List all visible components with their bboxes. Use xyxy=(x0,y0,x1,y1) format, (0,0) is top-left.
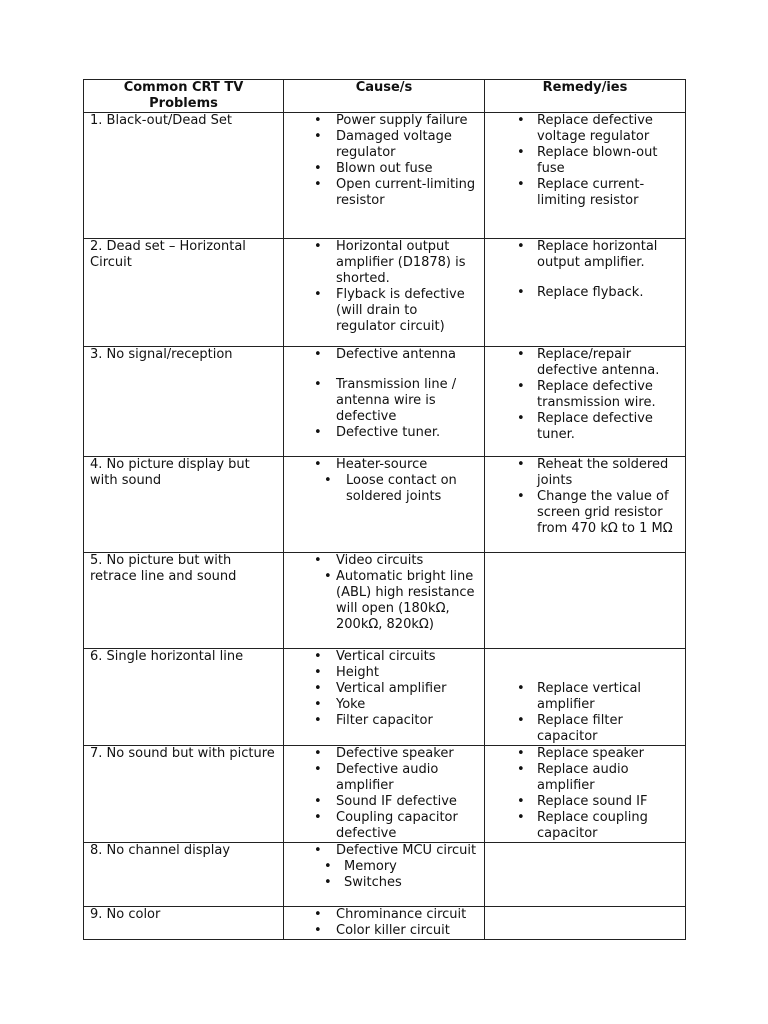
remedy-list xyxy=(491,113,681,209)
causes-cell xyxy=(284,553,485,649)
causes-cell xyxy=(284,239,485,347)
header-problems: Common CRT TV Problems xyxy=(84,80,284,113)
list-item: • Replace audio amplifier xyxy=(491,762,681,794)
list-item: • Defective MCU circuit xyxy=(290,843,480,859)
remedy-list xyxy=(491,239,681,301)
cause-list xyxy=(290,239,480,335)
list-item: • Change the value of screen grid resistor from 470 kΩ to 1 MΩ xyxy=(491,489,681,537)
remedies-cell xyxy=(485,746,686,843)
remedies-cell xyxy=(485,113,686,239)
list-item: • Replace horizontal output amplifier. xyxy=(491,239,681,271)
problem-cell: 8. No channel display xyxy=(84,843,284,907)
list-item: • Video circuits xyxy=(290,553,480,569)
list-item: • Chrominance circuit xyxy=(290,907,480,923)
remedies-cell xyxy=(485,553,686,649)
list-item: • Coupling capacitor defective xyxy=(290,810,480,842)
list-item: • Defective speaker xyxy=(290,746,480,762)
cause-list xyxy=(290,843,480,891)
list-item: • Automatic bright line (ABL) high resistance will open (180kΩ, 200kΩ, 820kΩ) xyxy=(290,569,480,633)
list-item: • Replace sound IF xyxy=(491,794,681,810)
list-item: • Replace speaker xyxy=(491,746,681,762)
list-item: • Replace coupling capacitor xyxy=(491,810,681,842)
list-item: • Replace vertical amplifier xyxy=(491,681,681,713)
list-item: • Replace flyback. xyxy=(491,285,681,301)
problem-cell: 9. No color xyxy=(84,907,284,940)
list-item: • Replace current-limiting resistor xyxy=(491,177,681,209)
causes-cell xyxy=(284,347,485,457)
table-row xyxy=(84,457,686,553)
list-item: • Color killer circuit xyxy=(290,923,480,939)
list-item: • Vertical circuits xyxy=(290,649,480,665)
list-item: • Filter capacitor xyxy=(290,713,480,729)
table-row xyxy=(84,239,686,347)
crt-tv-problems-table xyxy=(83,79,686,940)
causes-cell xyxy=(284,457,485,553)
header-remedies: Remedy/ies xyxy=(485,80,686,113)
problem-cell: 5. No picture but with retrace line and sound xyxy=(84,553,284,649)
remedies-cell xyxy=(485,843,686,907)
list-item: • Transmission line / antenna wire is defective xyxy=(290,377,480,425)
list-item: • Replace/repair defective antenna. xyxy=(491,347,681,379)
list-item: • Reheat the soldered joints xyxy=(491,457,681,489)
list-item: • Vertical amplifier xyxy=(290,681,480,697)
table-row xyxy=(84,649,686,746)
table-row xyxy=(84,347,686,457)
header-causes: Cause/s xyxy=(284,80,485,113)
causes-cell xyxy=(284,649,485,746)
cause-list xyxy=(290,907,480,939)
list-item: • Heater-source xyxy=(290,457,480,473)
remedy-list xyxy=(491,457,681,537)
cause-list xyxy=(290,649,480,729)
problem-cell: 4. No picture display but with sound xyxy=(84,457,284,553)
table-row xyxy=(84,553,686,649)
list-item: • Memory xyxy=(290,859,480,875)
list-item: • Replace defective tuner. xyxy=(491,411,681,443)
cause-list xyxy=(290,457,480,505)
list-item: • Power supply failure xyxy=(290,113,480,129)
problem-cell: 7. No sound but with picture xyxy=(84,746,284,843)
list-item: • Flyback is defective (will drain to regulator circuit) xyxy=(290,287,480,335)
list-item: • Blown out fuse xyxy=(290,161,480,177)
causes-cell xyxy=(284,746,485,843)
cause-list xyxy=(290,553,480,633)
list-item: • Replace defective voltage regulator xyxy=(491,113,681,145)
causes-cell xyxy=(284,907,485,940)
list-item: • Switches xyxy=(290,875,480,891)
list-item: • Sound IF defective xyxy=(290,794,480,810)
list-item: • Open current-limiting resistor xyxy=(290,177,480,209)
cause-list xyxy=(290,113,480,209)
cause-list xyxy=(290,347,480,441)
remedy-list xyxy=(491,746,681,842)
list-item: • Horizontal output amplifier (D1878) is shorted. xyxy=(290,239,480,287)
table-row xyxy=(84,113,686,239)
problem-cell: 1. Black-out/Dead Set xyxy=(84,113,284,239)
causes-cell xyxy=(284,843,485,907)
list-item: • Defective audio amplifier xyxy=(290,762,480,794)
table-row xyxy=(84,907,686,940)
remedies-cell xyxy=(485,907,686,940)
list-item: • Replace blown-out fuse xyxy=(491,145,681,177)
list-item: • Height xyxy=(290,665,480,681)
list-item: • Replace filter capacitor xyxy=(491,713,681,745)
list-item: • Defective tuner. xyxy=(290,425,480,441)
list-item: • Damaged voltage regulator xyxy=(290,129,480,161)
header-row xyxy=(84,80,686,113)
list-item: • Replace defective transmission wire. xyxy=(491,379,681,411)
cause-list xyxy=(290,746,480,842)
remedies-cell xyxy=(485,457,686,553)
problem-cell: 6. Single horizontal line xyxy=(84,649,284,746)
remedies-cell xyxy=(485,649,686,746)
remedy-list xyxy=(491,347,681,443)
problem-cell: 2. Dead set – Horizontal Circuit xyxy=(84,239,284,347)
remedy-list xyxy=(491,681,681,745)
table-row xyxy=(84,746,686,843)
table-row xyxy=(84,843,686,907)
list-item: • Yoke xyxy=(290,697,480,713)
list-item: • Loose contact on soldered joints xyxy=(290,473,480,505)
problem-cell: 3. No signal/reception xyxy=(84,347,284,457)
remedies-cell xyxy=(485,239,686,347)
list-item: • Defective antenna xyxy=(290,347,480,363)
remedies-cell xyxy=(485,347,686,457)
causes-cell xyxy=(284,113,485,239)
